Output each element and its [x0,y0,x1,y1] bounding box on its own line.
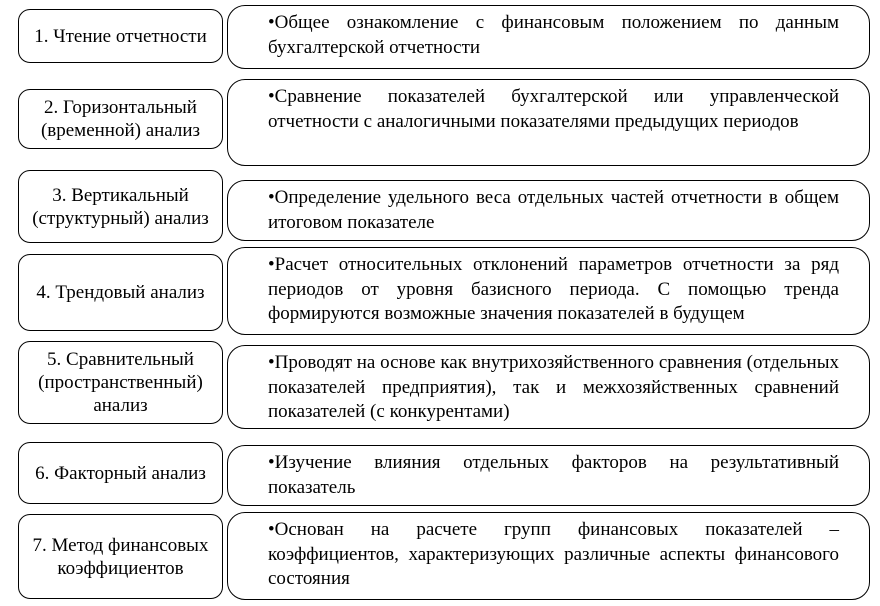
method-description-vertical: •Определение удельного веса отдельных частей отчетности в общем итоговом показателе [227,180,870,241]
method-label-vertical: 3. Вертикальный (структурный) анализ [18,170,223,243]
method-description-coefficients: •Основан на расчете групп финансовых показателей – коэффициентов, характеризующих различные аспекты финансового состояния [227,512,870,600]
method-description-factor: •Изучение влияния отдельных факторов на результативный показатель [227,445,870,506]
method-description-trend: •Расчет относительных отклонений параметров отчетности за ряд периодов от уровня базисного периода. С помощью тренда формируются возможные значения показателей в будущем [227,247,870,335]
method-description-horizontal: •Сравнение показателей бухгалтерской или управленческой отчетности с аналогичными показателями предыдущих периодов [227,79,870,166]
method-label-coefficients: 7. Метод финансовых коэффициентов [18,514,223,599]
method-label-factor: 6. Факторный анализ [18,442,223,504]
method-description-reading: •Общее ознакомление с финансовым положением по данным бухгалтерской отчетности [227,5,870,69]
method-description-comparative: •Проводят на основе как внутрихозяйственного сравнения (отдельных показателей предприятия), так и межхозяйственных сравнений показателей (с конкурентами) [227,345,870,429]
method-label-reading: 1. Чтение отчетности [18,9,223,63]
method-label-horizontal: 2. Горизонтальный (временной) анализ [18,89,223,149]
method-label-trend: 4. Трендовый анализ [18,254,223,331]
method-label-comparative: 5. Сравнительный (пространственный) анализ [18,341,223,424]
